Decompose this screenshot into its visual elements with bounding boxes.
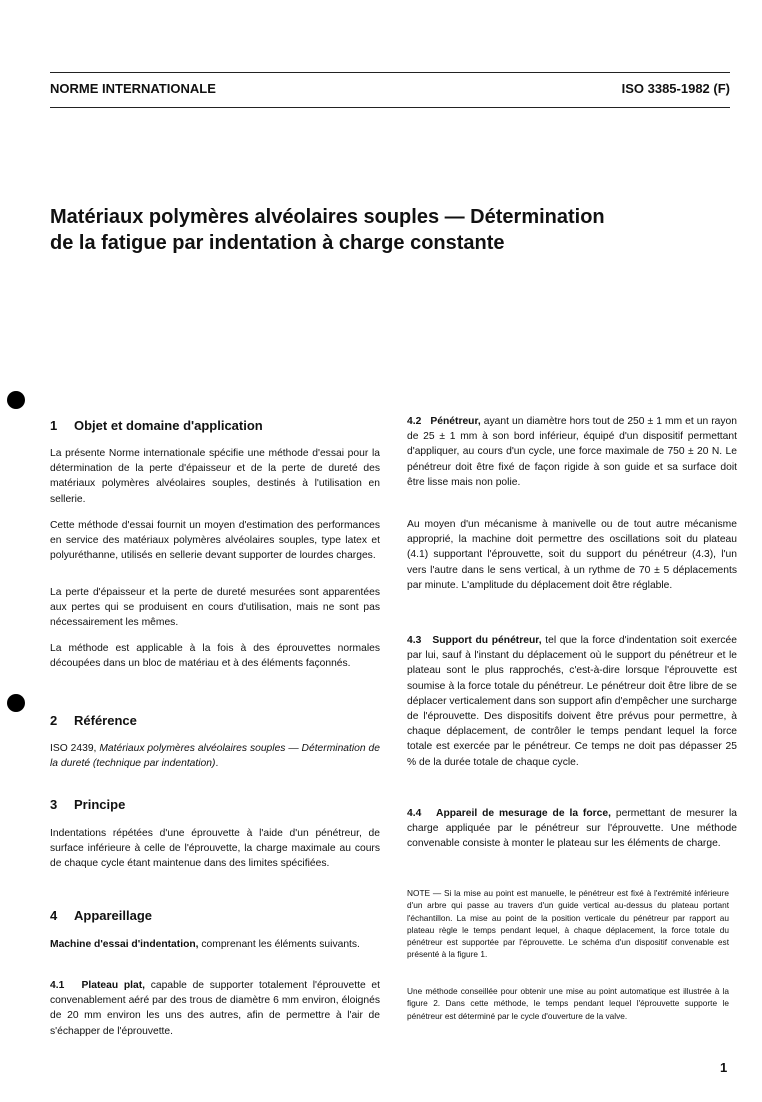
reference-number: ISO 2439, [50,743,100,754]
section-number: 4 [50,908,58,923]
reference-title: Matériaux polymères alvéolaires souples — Détermination de la dureté (technique par indentation) [50,743,380,770]
section-1-p3 [50,585,380,631]
paragraph [407,414,737,490]
section-title: Référence [74,713,137,728]
paragraph: Au moyen d'un mécanisme à manivelle ou de tout autre mécanisme approprié, la machine doit permettre des oscillations soit du plateau (4.1) supportant l'éprouvette, soit du support du pénétreur (4.3), l'un vers l'autre dans le sens vertical, à un rythme de 70 ± 5 déplacements par minute. L'amplitude du déplacement doit être réglable. [407,519,737,591]
paragraph: Cette méthode d'essai fournit un moyen d'estimation des performances en service des matériaux polymères alvéolaires souples, type latex et polyuréthanne, utilisés en sellerie devant supporter de lourdes charges. [50,520,380,562]
paragraph: Indentations répétées d'une éprouvette à l'aide d'un pénétreur, de surface inférieure à celle de l'éprouvette, la charge maximale au cours de chaque cycle étant maintenue dans des limites spécifiées. [50,828,380,870]
reference-suffix: . [215,758,219,770]
section-1-p2 [50,518,380,564]
subsection-number: 4.3 [407,635,422,646]
document-title [50,204,740,256]
paragraph [407,633,737,770]
paragraph [50,937,380,952]
item-text: permettant de mesurer la charge appliquée par le pénétreur sur l'éprouvette. Une méthode convenable consiste à monter le plateau sur les éléments de charge. [407,808,738,850]
section-3-p1 [50,826,380,872]
punch-hole-mark [7,391,25,409]
subsection-number: 4.1 [50,980,65,991]
note-automatic-adjustment [407,985,729,1022]
section-1-p4 [50,641,380,671]
note-text: Une méthode conseillée pour obtenir une mise au point automatique est illustrée à la figure 2. Dans cette méthode, le temps pendant lequel l'éprouvette supporte le pénétreur est déterminé par le cycle d'ouverture de la valve. [407,986,729,1021]
title-line-2: de la fatigue par indentation à charge constante [50,232,505,254]
section-1-heading [50,418,263,433]
page-number: 1 [720,1060,728,1075]
section-4-1 [50,978,380,1039]
section-1-p1 [50,446,380,507]
subsection-number: 4.2 [407,416,422,427]
item-label: Pénétreur, [430,416,481,427]
section-number: 3 [50,797,58,812]
section-4-3 [407,633,737,770]
note-text: NOTE — Si la mise au point est manuelle, le pénétreur est fixé à l'extrémité inférieure d'un arbre qui passe au travers d'un guide vertical au-dessus du plateau portant l'échantillon. La mise au point de la position verticale du pénétreur par rapport au plateau règle le temps pendant lequel, à chaque déplacement, la force totale du pénétreur est supportée par l'éprouvette. Le schéma d'un dispositif convenable est présenté à la figure 1. [407,888,729,960]
section-4-2-p2 [407,517,737,593]
section-number: 2 [50,713,58,728]
paragraph [50,978,380,1039]
item-label: Appareil de mesurage de la force, [436,808,611,819]
paragraph: La perte d'épaisseur et la perte de dureté mesurées sont apparentées aux pertes qui se produisent en cours d'utilisation, mais ne sont pas nécessairement les mêmes. [50,587,380,629]
section-4-4 [407,806,737,852]
section-4-2 [407,414,737,490]
section-title: Objet et domaine d'application [74,418,263,433]
section-2-heading [50,713,137,728]
paragraph [407,806,737,852]
item-text: capable de supporter totalement l'éprouvette et convenablement aéré par des trous de diamètre 6 mm environ, éloignés de 20 mm environ les uns des autres, afin de permettre à l'air de s'échapper de l'éprouvette. [50,980,380,1037]
section-4-intro [50,937,380,952]
paragraph: La méthode est applicable à la fois à des éprouvettes normales découpées dans un bloc de matériau et à des éléments façonnés. [50,643,380,670]
paragraph: La présente Norme internationale spécifie une méthode d'essai pour la détermination de la perte d'épaisseur et de la perte de dureté des matériaux polymères alvéolaires souples, destinés à l'utilisation en sellerie. [50,448,380,505]
section-4-heading [50,908,152,923]
item-text: ayant un diamètre hors tout de 250 ± 1 mm et un rayon de 25 ± 1 mm à son bord inférieur, équipé d'un dispositif permettant d'appliquer, au cours d'un cycle, une force maximale de 750 ± 20 N. Le pénétreur doit être fixé de façon rigide à son guide et sa surface doit être lisse mais non polie. [407,416,737,488]
note-manual-adjustment [407,887,729,961]
item-label: Machine d'essai d'indentation, [50,939,199,950]
header-standard-number: ISO 3385-1982 (F) [621,81,730,96]
punch-hole-mark [7,694,25,712]
item-label: Plateau plat, [81,980,146,991]
header-standard-type: NORME INTERNATIONALE [50,81,216,96]
item-text: comprenant les éléments suivants. [198,939,360,950]
reference-text [50,741,380,771]
subsection-number: 4.4 [407,808,422,819]
item-text: tel que la force d'indentation soit exercée par lui, sauf à l'instant du déplacement où le support du pénétreur et le plateau sont le plus rapprochés, c'est-à-dire lorsque l'éprouvette est soumise à la force totale du pénétreur. Le pénétreur doit être libre de se déplacer verticalement dans son support afin d'empêcher une surcharge de l'éprouvette. Des dispositifs doivent être prévus pour permettre, à chaque déplacement, de contrôler le temps pendant lequel la force totale est exercée par le pénétreur. Ce temps ne doit pas dépasser 25 % de la durée totale de chaque cycle. [407,635,737,768]
section-title: Principe [74,797,126,812]
item-label: Support du pénétreur, [432,635,542,646]
section-3-heading [50,797,125,812]
title-line-1: Matériaux polymères alvéolaires souples — Détermination [50,206,605,228]
page-header [50,72,730,108]
section-number: 1 [50,418,58,433]
section-2-reference [50,741,380,771]
section-title: Appareillage [74,908,153,923]
